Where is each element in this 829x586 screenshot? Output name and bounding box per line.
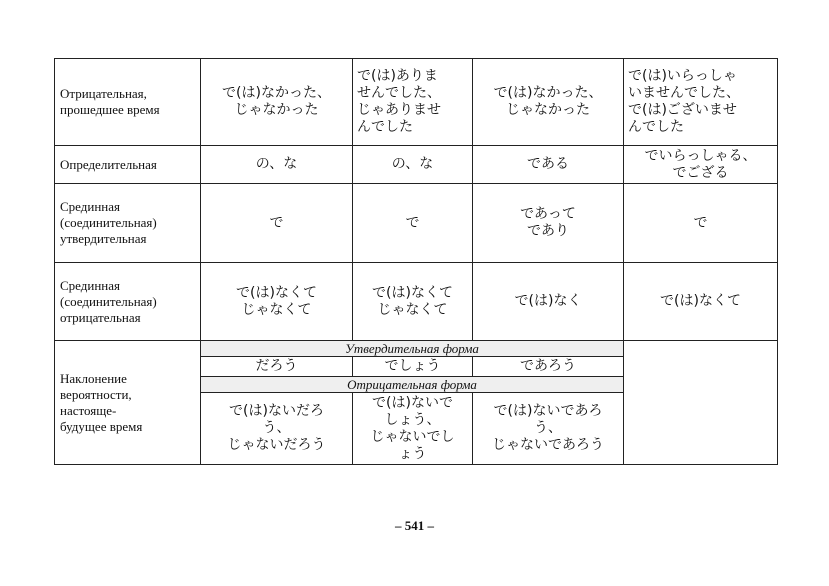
form-line: で(は)ないで bbox=[372, 394, 453, 411]
row-attributive bbox=[55, 146, 778, 184]
form-line: いませんでした、 bbox=[628, 85, 740, 101]
cell-conj-negative-2 bbox=[353, 263, 473, 341]
row-past-negative bbox=[55, 59, 778, 146]
cell-past-negative-1 bbox=[201, 59, 353, 146]
cell-conj-affirm-3 bbox=[473, 184, 624, 263]
form-line: で(は)なくて bbox=[236, 284, 317, 301]
form-line: で(は)ないだろ bbox=[229, 403, 324, 419]
cell-attributive-2: の、な bbox=[353, 146, 473, 184]
form-line: で(は)なくて bbox=[372, 284, 453, 301]
form-line: ょう bbox=[398, 445, 427, 462]
form-line: う、 bbox=[534, 420, 562, 436]
cell-attributive-4 bbox=[624, 146, 778, 184]
form-line: じゃないでし bbox=[370, 428, 455, 445]
form-line: で(は)いらっしゃ bbox=[628, 68, 737, 84]
form-line: であって bbox=[520, 206, 576, 222]
cell-presumptive-affirm-3: であろう bbox=[473, 357, 624, 377]
cell-attributive-1: の、な bbox=[201, 146, 353, 184]
row-label-conj-negative bbox=[55, 263, 201, 341]
form-line: で(は)なかった、 bbox=[222, 85, 331, 101]
row-label-conj-affirm bbox=[55, 184, 201, 263]
form-line: で(は)ありま bbox=[357, 68, 438, 84]
cell-past-negative-3 bbox=[473, 59, 624, 146]
form-line: せんでした、 bbox=[357, 85, 441, 101]
form-line: んでした bbox=[357, 119, 413, 135]
label-line: (соединительная) bbox=[60, 293, 157, 309]
label-line: Срединная bbox=[60, 199, 121, 214]
label-line: прошедшее время bbox=[60, 102, 160, 117]
label-line: настояще- bbox=[60, 402, 117, 418]
form-line: じゃないだろう bbox=[227, 437, 326, 453]
cell-presumptive-empty bbox=[624, 341, 778, 465]
form-line: じゃありませ bbox=[357, 102, 441, 118]
label-line: утвердительная bbox=[60, 231, 147, 246]
cell-presumptive-negative-1 bbox=[201, 393, 353, 465]
affirmative-form-header: Утвердительная форма bbox=[201, 341, 624, 357]
label-line: отрицательная bbox=[60, 309, 141, 325]
label-line: Срединная bbox=[60, 277, 121, 293]
cell-presumptive-negative-2 bbox=[353, 393, 473, 465]
cell-presumptive-negative-3 bbox=[473, 393, 624, 465]
page-number: – 541 – bbox=[395, 518, 434, 533]
row-label-presumptive bbox=[55, 341, 201, 465]
row-conj-negative bbox=[55, 263, 778, 341]
form-line: う、 bbox=[262, 420, 291, 436]
label-line: (соединительная) bbox=[60, 215, 157, 230]
row-conj-affirm bbox=[55, 184, 778, 263]
cell-conj-affirm-2: で bbox=[353, 184, 473, 263]
form-line: じゃなくて bbox=[377, 301, 448, 318]
row-label-past-negative bbox=[55, 59, 201, 146]
form-line: じゃなかった bbox=[506, 102, 590, 118]
form-line: しょう、 bbox=[384, 411, 441, 428]
form-line: じゃなかった bbox=[234, 102, 319, 118]
form-line: でござる bbox=[672, 164, 729, 181]
cell-conj-affirm-1: で bbox=[201, 184, 353, 263]
cell-conj-negative-1 bbox=[201, 263, 353, 341]
cell-attributive-3: である bbox=[473, 146, 624, 184]
row-label-attributive: Определительная bbox=[55, 146, 201, 184]
form-line: じゃなくて bbox=[241, 301, 312, 318]
cell-conj-affirm-4: で bbox=[624, 184, 778, 263]
form-line: んでした bbox=[628, 119, 684, 135]
grammar-table bbox=[54, 58, 778, 465]
form-line: じゃないであろう bbox=[492, 437, 604, 453]
form-line: でいらっしゃる、 bbox=[644, 147, 757, 164]
cell-conj-negative-3: で(は)なく bbox=[473, 263, 624, 341]
label-line: Наклонение bbox=[60, 370, 127, 386]
label-line: Отрицательная, bbox=[60, 86, 147, 101]
cell-past-negative-2 bbox=[353, 59, 473, 146]
form-line: で(は)ございませ bbox=[628, 102, 737, 118]
row-presumptive-affirm-header bbox=[55, 341, 778, 357]
cell-past-negative-4 bbox=[624, 59, 778, 146]
label-line: будущее время bbox=[60, 418, 143, 434]
cell-presumptive-affirm-2: でしょう bbox=[353, 357, 473, 377]
cell-presumptive-affirm-1: だろう bbox=[201, 357, 353, 377]
form-line: で(は)なかった、 bbox=[493, 85, 603, 101]
form-line: であり bbox=[527, 223, 569, 239]
label-line: вероятности, bbox=[60, 386, 132, 402]
negative-form-header: Отрицательная форма bbox=[201, 377, 624, 393]
cell-conj-negative-4: で(は)なくて bbox=[624, 263, 778, 341]
form-line: で(は)ないであろ bbox=[493, 403, 603, 419]
